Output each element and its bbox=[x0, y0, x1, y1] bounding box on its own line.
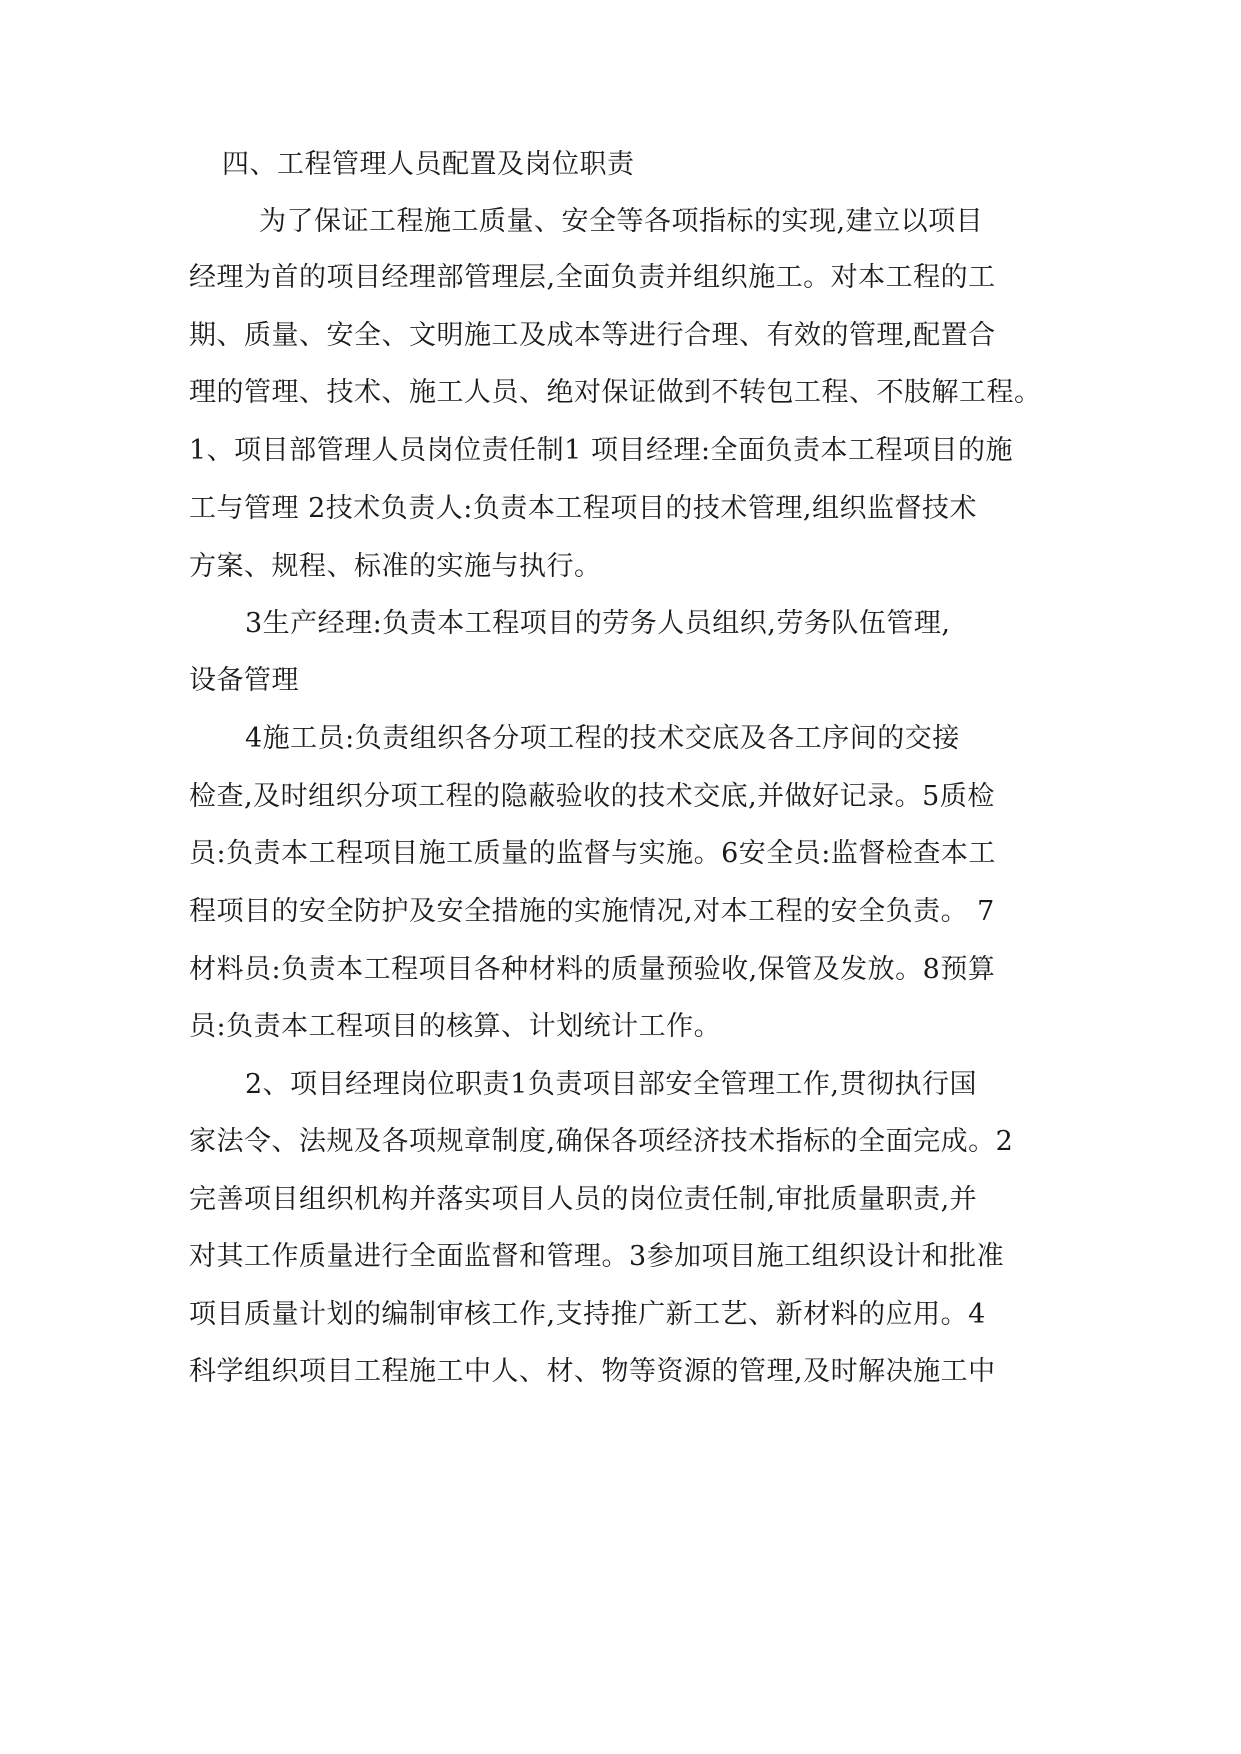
paragraph-line: 员:负责本工程项目施工质量的监督与实施。6安全员:监督检查本工 bbox=[189, 838, 996, 869]
paragraph-line: 方案、规程、标准的实施与执行。 bbox=[189, 551, 602, 582]
paragraph-line: 完善项目组织机构并落实项目人员的岗位责任制,审批质量职责,并 bbox=[189, 1184, 978, 1215]
paragraph-line: 材料员:负责本工程项目各种材料的质量预验收,保管及发放。8预算 bbox=[189, 954, 996, 985]
paragraph-line: 员:负责本工程项目的核算、计划统计工作。 bbox=[189, 1011, 722, 1042]
paragraph-line: 4施工员:负责组织各分项工程的技术交底及各工序间的交接 bbox=[245, 723, 960, 754]
paragraph-line: 经理为首的项目经理部管理层,全面负责并组织施工。对本工程的工 bbox=[189, 262, 996, 293]
paragraph-line: 理的管理、技术、施工人员、绝对保证做到不转包工程、不肢解工程。 bbox=[189, 377, 1042, 408]
paragraph-line: 工与管理 2技术负责人:负责本工程项目的技术管理,组织监督技术 bbox=[189, 493, 977, 524]
paragraph-line: 项目质量计划的编制审核工作,支持推广新工艺、新材料的应用。4 bbox=[189, 1299, 986, 1330]
paragraph-line: 科学组织项目工程施工中人、材、物等资源的管理,及时解决施工中 bbox=[189, 1356, 996, 1387]
paragraph-line: 为了保证工程施工质量、安全等各项指标的实现,建立以项目 bbox=[259, 206, 984, 237]
paragraph-line: 家法令、法规及各项规章制度,确保各项经济技术指标的全面完成。2 bbox=[189, 1126, 1014, 1157]
section-heading: 四、工程管理人员配置及岗位职责 bbox=[222, 149, 635, 180]
paragraph-line: 3生产经理:负责本工程项目的劳务人员组织,劳务队伍管理, bbox=[245, 608, 951, 639]
paragraph-line: 期、质量、安全、文明施工及成本等进行合理、有效的管理,配置合 bbox=[189, 320, 996, 351]
paragraph-line: 2、项目经理岗位职责1负责项目部安全管理工作,贯彻执行国 bbox=[245, 1069, 977, 1100]
paragraph-line: 设备管理 bbox=[189, 665, 299, 696]
paragraph-line: 对其工作质量进行全面监督和管理。3参加项目施工组织设计和批准 bbox=[189, 1241, 1005, 1272]
paragraph-line: 程项目的安全防护及安全措施的实施情况,对本工程的安全负责。 7 bbox=[189, 896, 995, 927]
paragraph-line: 1、项目部管理人员岗位责任制1 项目经理:全面负责本工程项目的施 bbox=[189, 435, 1014, 466]
paragraph-line: 检查,及时组织分项工程的隐蔽验收的技术交底,并做好记录。5质检 bbox=[189, 781, 995, 812]
